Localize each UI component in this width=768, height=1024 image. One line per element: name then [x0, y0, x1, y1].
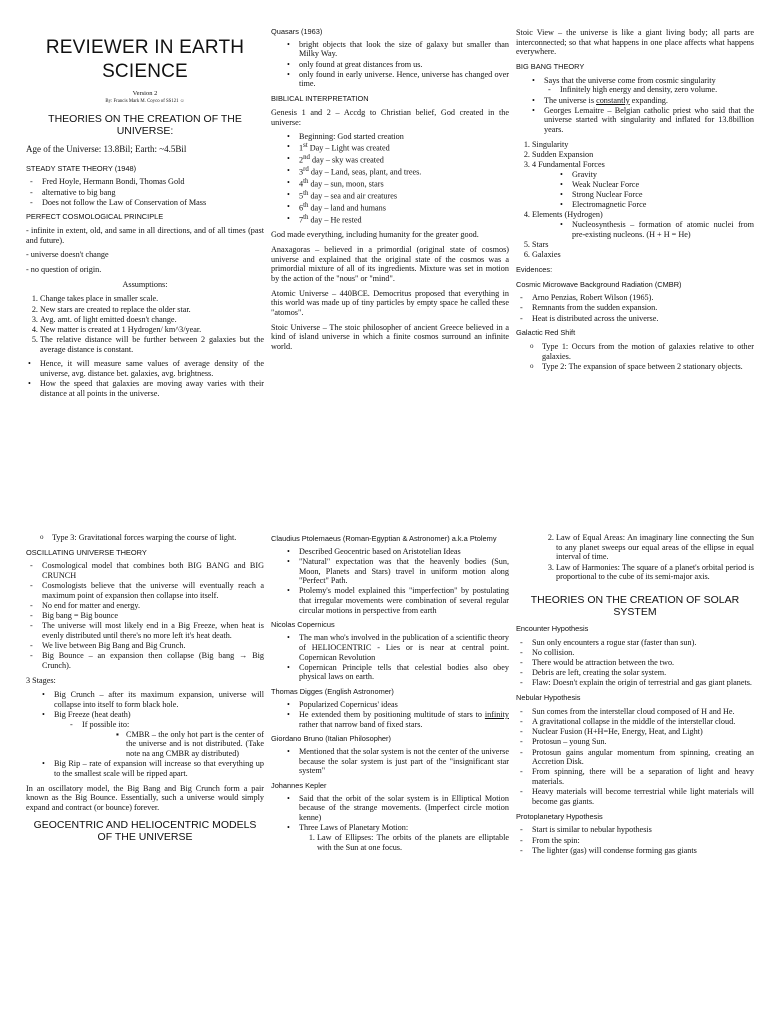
constantly-post: expanding.: [629, 95, 668, 105]
day-suffix: th: [303, 213, 309, 221]
column-3-bottom: [516, 533, 754, 860]
bruno-list: [271, 747, 509, 776]
elements-list: [532, 220, 754, 239]
stoic-view-text: Stoic View – the universe is like a giant living body; all parts are interconnected; so that what happens in one place affects what happens everywhere.: [516, 28, 754, 57]
list-item: [299, 154, 509, 165]
anaxagoras-text: Anaxagoras – believed in a primordial (original state of cosmos) universe and explained that the original state of the cosmos was a primordial mixture of all of its ingredients. Mixture was set in motion by the action of the "nous" or "mind".: [271, 244, 509, 283]
genesis-text: Genesis 1 and 2 – Accdg to Christian belief, God created in the universe:: [271, 107, 509, 127]
kepler-list: [271, 794, 509, 853]
stoic-universe-text: Stoic Universe – The stoic philosopher of ancient Greece believed in a kind of island universe in which a finite cosmos surround an infinite world.: [271, 322, 509, 351]
list-item: [299, 178, 509, 189]
list-item: o Type 1: Occurs from the motion of galaxies relative to other galaxies.: [542, 342, 754, 361]
list-item: • Said that the orbit of the solar system is in Elliptical Motion because of the strange movements. (Imperfect circle motion kenne): [299, 794, 509, 823]
day-text: day – Land, seas, plant, and trees.: [310, 167, 422, 177]
list-item: - Heat is distributed across the universe.: [532, 314, 754, 324]
list-item: - Arno Penzias, Robert Wilson (1965).: [532, 293, 754, 303]
forces-label: 4 Fundamental Forces: [532, 160, 605, 170]
perfect-cosmo-p3: - no question of origin.: [26, 265, 102, 275]
list-item: - Big Bounce – an expansion then collapse (Big bang → Big Crunch).: [42, 651, 264, 670]
nebular-heading: Nebular Hypothesis: [516, 693, 581, 703]
list-item: o Type 2: The expansion of space between 2 stationary objects.: [542, 362, 754, 372]
assumptions-bullets: [26, 359, 264, 398]
list-item: [544, 96, 754, 106]
list-item: 4. New matter is created at 1 Hydrogen/ km^3/year.: [40, 325, 264, 335]
column-2-bottom: [271, 533, 509, 853]
list-item: • Hence, it will measure same values of average density of the universe, avg. distance bet. galaxies, avg. brightness.: [40, 359, 264, 378]
oscillating-heading: OSCILLATING UNIVERSE THEORY: [26, 547, 147, 557]
day-text: day – sea and air creatures: [310, 191, 398, 201]
redshift-heading: Galactic Red Shift: [516, 328, 576, 338]
perfect-cosmo-p2: - universe doesn't change: [26, 250, 109, 260]
kepler-laws-label: Three Laws of Planetary Motion:: [299, 823, 409, 833]
redshift-list: [516, 342, 754, 372]
list-item: • Big Rip – rate of expansion will increase so that everything up to the smallest scale will be ripped apart.: [54, 759, 264, 778]
list-item: - Infinitely high energy and density, zero volume.: [560, 85, 754, 95]
list-item: [299, 214, 509, 225]
quasars-heading: Quasars (1963): [271, 27, 323, 36]
day-suffix: st: [303, 142, 308, 150]
list-item: - Debris are left, creating the solar system.: [532, 668, 754, 678]
copernicus-list: [271, 633, 509, 682]
age-line: Age of the Universe: 13.8Bil; Earth: ~4.5Bil: [26, 144, 187, 154]
day-number: 7: [299, 215, 304, 225]
list-item: 1. Singularity: [532, 140, 754, 150]
perfect-cosmo-heading: PERFECT COSMOLOGICAL PRINCIPLE: [26, 212, 164, 222]
list-item: - Protosun – young Sun.: [532, 737, 754, 747]
cmbr-heading: Cosmic Microwave Background Radiation (CMBR): [516, 279, 682, 289]
list-item: [299, 710, 509, 729]
version-label: Version 2: [132, 89, 158, 97]
creation-universe-heading: THEORIES ON THE CREATION OF THE UNIVERSE:: [48, 112, 242, 138]
geo-helio-heading: GEOCENTRIC AND HELIOCENTRIC MODELS OF THE UNIVERSE: [33, 818, 257, 844]
list-item: [544, 76, 754, 95]
freeze-detail: [82, 730, 264, 759]
stages-list: [26, 690, 264, 778]
list-item: • Georges Lemaitre – Belgian catholic priest who said that the universe started with singularity and inflated for 13.8billion years.: [544, 106, 754, 135]
day-number: 2: [299, 155, 304, 165]
digges-heading: Thomas Digges (English Astronomer): [271, 687, 394, 697]
oscillating-list: [26, 561, 264, 670]
list-item: - A gravitational collapse in the middle of the interstellar cloud.: [532, 717, 754, 727]
freeze-sub: [54, 720, 264, 759]
big-bang-steps-2: [516, 240, 754, 260]
elements-label: Elements (Hydrogen): [532, 210, 603, 220]
day-number: 4: [299, 179, 304, 189]
constantly-pre: The universe is: [544, 95, 597, 105]
freeze-label: Big Freeze (heat death): [54, 710, 131, 720]
assumptions-list: [26, 294, 264, 354]
list-item: • Popularized Copernicus' ideas: [299, 700, 509, 710]
list-item: • Ptolemy's model explained this "imperfection" by postulating that irregular movements were combination of several regular circular motions in perspective from earth: [299, 586, 509, 615]
day-text: day – sky was created: [311, 155, 384, 165]
list-item: [532, 210, 754, 239]
list-item: [532, 160, 754, 210]
big-bang-says: Says that the universe come from cosmic singularity: [544, 75, 716, 85]
list-item: - Fred Hoyle, Hermann Bondi, Thomas Gold: [42, 177, 264, 187]
list-item: - The lighter (gas) will condense forming gas giants: [532, 846, 754, 856]
list-item: 2. Sudden Expansion: [532, 150, 754, 160]
list-item: - Big bang = Big bounce: [42, 611, 264, 621]
day-number: 6: [299, 203, 304, 213]
day-suffix: rd: [303, 166, 309, 174]
day-number: 3: [299, 167, 304, 177]
evidences-heading: Evidences:: [516, 264, 553, 274]
ptolemy-heading: Claudius Ptolemaeus (Roman-Egyptian & Astronomer) a.k.a Ptolemy: [271, 534, 497, 543]
list-item: 2. New stars are created to replace the older star.: [40, 305, 264, 315]
list-item: - No collision.: [532, 648, 754, 658]
assumptions-heading: Assumptions:: [122, 279, 168, 289]
page-title: REVIEWER IN EARTH SCIENCE: [45, 37, 245, 82]
list-item: [299, 202, 509, 213]
list-item: • Weak Nuclear Force: [572, 180, 754, 190]
list-item: [299, 823, 509, 852]
author-line: By: Francis Mark M. Coyco of SS121 ☺: [105, 99, 185, 105]
day-text: day – He rested: [310, 215, 362, 225]
list-item: - Start is similar to nebular hypothesis: [532, 825, 754, 835]
list-item: - No end for matter and energy.: [42, 601, 264, 611]
list-item: • The man who's involved in the publication of a scientific theory of HELIOCENTRIC - Lies or is near at central point. Copernican Revolution: [299, 633, 509, 662]
protoplanetary-list: [516, 825, 754, 855]
solar-system-heading: THEORIES ON THE CREATION OF SOLAR SYSTEM: [530, 593, 740, 619]
atomic-universe-text: Atomic Universe – 440BCE. Democritus proposed that everything in this world was made up of tiny particles by empty space he called these "atomos".: [271, 288, 509, 317]
type3-list: [26, 533, 264, 543]
big-bang-steps: [516, 140, 754, 240]
list-item: 5. The relative distance will be further between 2 galaxies but the average distance is constant.: [40, 335, 264, 354]
creation-days-list: [271, 132, 509, 225]
big-bang-heading: BIG BANG THEORY: [516, 62, 585, 72]
column-1-top: [26, 28, 264, 404]
day-suffix: th: [303, 178, 309, 186]
big-bang-list: [516, 76, 754, 135]
list-item: o Type 3: Gravitational forces warping the course of light.: [52, 533, 264, 543]
day-text: Day – Light was created: [309, 144, 390, 154]
cmbr-list: [516, 293, 754, 323]
column-2-top: [271, 28, 509, 357]
steady-state-heading: STEADY STATE THEORY (1948): [26, 163, 137, 173]
list-item: [299, 190, 509, 201]
protoplanetary-heading: Protoplanetary Hypothesis: [516, 811, 603, 821]
kepler-laws-list: [299, 833, 509, 852]
encounter-list: [516, 638, 754, 688]
list-item: - alternative to big bang: [42, 188, 264, 198]
forces-list: [532, 170, 754, 210]
list-item: 1. Change takes place in smaller scale.: [40, 294, 264, 304]
list-item: [299, 142, 509, 153]
list-item: • Nucleosynthesis – formation of atomic nuclei from pre-existing nucleons. (H + H = He): [572, 220, 754, 239]
list-item: 3. Avg. amt. of light emitted doesn't change.: [40, 315, 264, 325]
oscillatory-summary: In an oscillatory model, the Big Bang and Big Crunch form a pair known as the Big Bounce. Essentially, such a universe would simply expand and contract (or bounce) forever.: [26, 783, 264, 812]
if-possible-label: If possible ito:: [82, 719, 130, 729]
quasars-list: [271, 40, 509, 89]
kepler-heading: Johannes Kepler: [271, 781, 327, 791]
list-item: [299, 166, 509, 177]
digges-post: rather that narrow band of fixed stars.: [299, 719, 423, 729]
list-item: ▪ CMBR – the only hot part is the center of the universe and is not distributed. (Take note na ang CMBR ay distributed): [126, 730, 264, 759]
infinity-word: infinity: [484, 709, 509, 719]
list-item: • Strong Nuclear Force: [572, 190, 754, 200]
list-item: 6. Galaxies: [532, 250, 754, 260]
list-item: • Mentioned that the solar system is not the center of the universe because the solar system is just part of the "insignificant star system": [299, 747, 509, 776]
list-item: - Heavy materials will become terrestrial while light materials will become gas giants.: [532, 787, 754, 806]
list-item: • How the speed that galaxies are moving away varies with their distance at all points in the universe.: [40, 379, 264, 398]
copernicus-heading: Nicolas Copernicus: [271, 620, 335, 630]
list-item: - Nuclear Fusion (H+H=He, Energy, Heat, and Light): [532, 727, 754, 737]
day-text: day – land and humans: [310, 203, 386, 213]
list-item: - Does not follow the Law of Conservation of Mass: [42, 198, 264, 208]
list-item: - The universe will most likely end in a Big Freeze, when heat is evenly distributed until there's no more left it's heat death.: [42, 621, 264, 640]
kepler-laws-cont: [516, 533, 754, 582]
list-item: • Electromagnetic Force: [572, 200, 754, 210]
list-item: • only found in early universe. Hence, universe has changed over time.: [299, 70, 509, 89]
day-text: day – sun, moon, stars: [310, 179, 384, 189]
list-item: - Cosmologists believe that the universe will eventually reach a maximum point of expansion then collapse into itself.: [42, 581, 264, 600]
list-item: • Copernican Principle tells that celestial bodies also obey physical laws on earth.: [299, 663, 509, 682]
big-bang-sub-list: [544, 85, 754, 95]
list-item: - From the spin:: [532, 836, 754, 846]
list-item: • Beginning: God started creation: [299, 132, 509, 142]
list-item: - Flaw: Doesn't explain the origin of terrestrial and gas giant planets.: [532, 678, 754, 688]
digges-list: [271, 700, 509, 730]
list-item: [82, 720, 264, 759]
list-item: - We live between Big Bang and Big Crunch.: [42, 641, 264, 651]
day-suffix: th: [303, 201, 309, 209]
list-item: - There would be attraction between the two.: [532, 658, 754, 668]
ptolemy-list: [271, 547, 509, 616]
digges-pre: He extended them by positioning multitude of stars to: [299, 709, 485, 719]
day-suffix: nd: [303, 154, 310, 162]
list-item: 2. Law of Equal Areas: An imaginary line connecting the Sun to any planet sweeps our equal areas of the ellipse in equal interval of time.: [556, 533, 754, 562]
list-item: • Gravity: [572, 170, 754, 180]
list-item: - Sun only encounters a rogue star (faster than sun).: [532, 638, 754, 648]
column-3-top: [516, 28, 754, 377]
list-item: • only found at great distances from us.: [299, 60, 509, 70]
day-suffix: th: [303, 189, 309, 197]
list-item: - Cosmological model that combines both BIG BANG and BIG CRUNCH: [42, 561, 264, 580]
list-item: • "Natural" expectation was that the heavenly bodies (Sun, Moon, Planets and Stars) travel in uniform motion along "Perfect" Path.: [299, 557, 509, 586]
encounter-heading: Encounter Hypothesis: [516, 624, 589, 634]
list-item: • bright objects that look the size of galaxy but smaller than Milky Way.: [299, 40, 509, 59]
constantly-word: constantly: [596, 95, 630, 105]
list-item: - From spinning, there will be a separation of light and heavy materials.: [532, 767, 754, 786]
day-number: 1: [299, 144, 304, 154]
list-item: - Sun comes from the interstellar cloud composed of H and He.: [532, 707, 754, 717]
list-item: • Described Geocentric based on Aristotelian Ideas: [299, 547, 509, 557]
list-item: 1. Law of Ellipses: The orbits of the planets are elliptable with the Sun at one focus.: [317, 833, 509, 852]
list-item: - Remnants from the sudden expansion.: [532, 303, 754, 313]
column-1-bottom: [26, 533, 264, 850]
list-item: [54, 710, 264, 758]
biblical-heading: BIBLICAL INTERPRETATION: [271, 94, 369, 104]
god-made-text: God made everything, including humanity for the greater good.: [271, 230, 479, 240]
list-item: 5. Stars: [532, 240, 754, 250]
nebular-list: [516, 707, 754, 807]
day-number: 5: [299, 191, 304, 201]
list-item: - Protosun gains angular momentum from spinning, creating an Accretion Disk.: [532, 748, 754, 767]
list-item: • Big Crunch – after its maximum expansion, universe will collapse into itself to form black hole.: [54, 690, 264, 709]
list-item: 3. Law of Harmonies: The square of a planet's orbital period is proportional to the cube of its semi-major axis.: [556, 563, 754, 582]
steady-state-list: [26, 177, 264, 207]
stages-heading: 3 Stages:: [26, 675, 56, 685]
bruno-heading: Giordano Bruno (Italian Philosopher): [271, 734, 391, 744]
perfect-cosmo-p1: - infinite in extent, old, and same in all directions, and of all times (past and future).: [26, 226, 264, 245]
